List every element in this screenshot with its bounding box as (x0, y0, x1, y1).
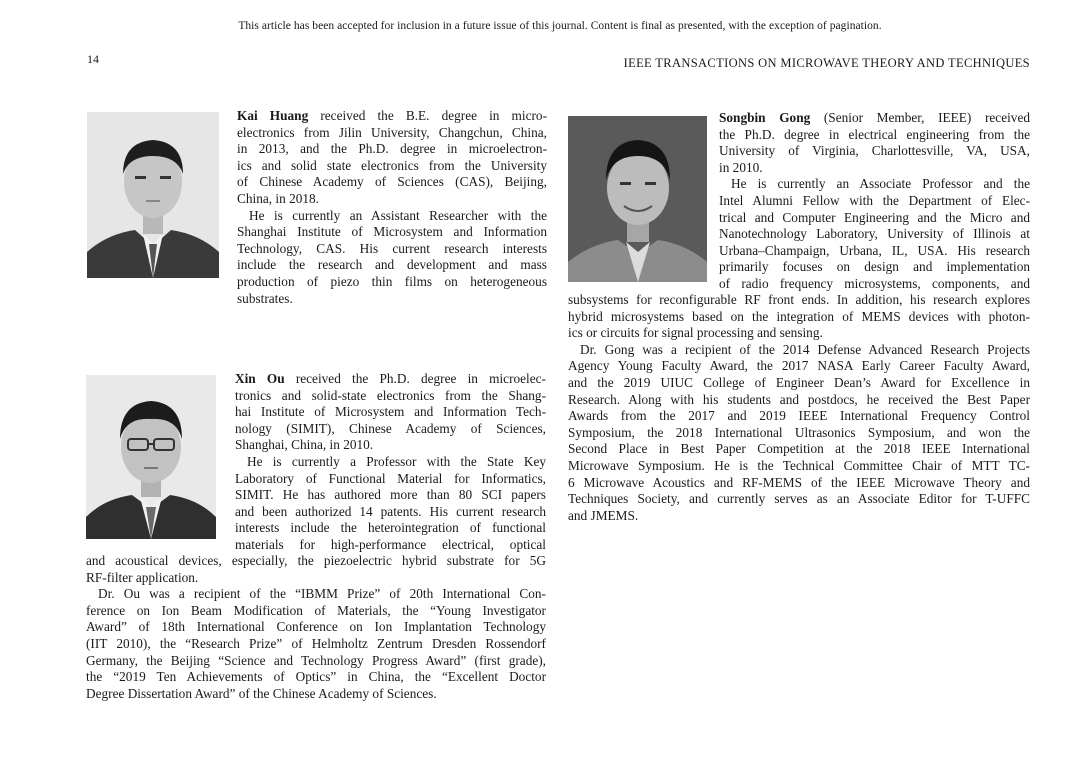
songbin-gong-bio: Songbin Gong (Senior Member, IEEE) received the Ph.D. degree in electrical engineering from the University of Virginia, Charlottesville, VA, USA, in 2010. He is currently an Associate Professor and the Intel Alumni Fellow with the Department of Elec- trical and Computer Engineering and the Micro and Nanotechnology Laboratory, University of Illinois at Urbana–Champaign, Urbana, IL, USA. His research primarily focuses on design and implementation of radio frequency microsystems, components, and (719, 110, 1031, 291)
songbin-gong-photo (568, 116, 707, 282)
kai-huang-bio: Kai Huang received the B.E. degree in micro- electronics from Jilin University, Changchun, China, in 2013, and the Ph.D. degree in microelectron- ics and solid state electronics from the University of Chinese Academy of Sciences (CAS), Beijing, China, in 2018. He is currently an Assistant Researcher with the Shanghai Institute of Microsystem and Information Technology, CAS. His current research interests include the research and development and mass production of piezo thin films on heterogeneous substrates. (237, 108, 547, 306)
songbin-gong-bio-continued: subsystems for reconfigurable RF front ends. In addition, his research explores hybrid microsystems based on the integration of MEMS devices with photon- ics or circuits for signal processing and sensing. Dr. Gong was a recipient of the 2014 Defense Advanced Research Projects Agency Young Faculty Award, the 2017 NASA Early Career Faculty Award, and the 2019 UIUC College of Engineer Dean’s Award for Excellence in Research. Along with his students and postdocs, he received the Best Paper Awards from the 2017 and 2019 IEEE International Frequency Control Symposium, the 2018 International Ultrasonics Symposium, and won the Second Place in Best Paper Competition at the 2018 IEEE International Microwave Symposium. He is the Technical Committee Chair of MTT TC- 6 Microwave Acoustics and RF-MEMS of the IEEE Microwave Theory and Techniques Society, and currently serves as an Associate Editor for T-UFFC and JMEMS. (568, 292, 1030, 523)
xin-ou-bio: Xin Ou received the Ph.D. degree in microelec- tronics and solid-state electronics from the Shang- hai Institute of Microsystem and Information Tech- nology (SIMIT), Chinese Academy of Sciences, Shanghai, China, in 2010. He is currently a Professor with the State Key Laboratory of Functional Material for Informatics, SIMIT. He has authored more than 80 SCI papers and been authorized 14 patents. His current research interests include the heterointegration of functional materials for high-performance electrical, optical (235, 371, 546, 552)
songbin-gong-name: Songbin Gong (719, 110, 811, 125)
xin-ou-bio-continued: and acoustical devices, especially, the piezoelectric hybrid substrate for 5G RF-filter application. Dr. Ou was a recipient of the “IBMM Prize” of 20th International Con- ference on Ion Beam Modification of Materials, the “Young Investigator Award” of 18th International Conference on Ion Implantation Technology (IIT 2010), the “Research Prize” of Helmholtz Zentrum Dresden Rossendorf Germany, the Beijing “Science and Technology Progress Award” (first grade), the “2019 Ten Achievements of Optics” in China, the “Excellent Doctor Degree Dissertation Award” of the Chinese Academy of Sciences. (86, 553, 546, 701)
acceptance-notice: This article has been accepted for inclusion in a future issue of this journal. Content is final as presented, with the exception of pagination. (238, 20, 882, 32)
kai-huang-photo (87, 112, 219, 278)
xin-ou-name: Xin Ou (235, 371, 285, 386)
kai-huang-name: Kai Huang (237, 108, 309, 123)
journal-running-header: IEEE TRANSACTIONS ON MICROWAVE THEORY AND TECHNIQUES (623, 56, 1030, 70)
page-number: 14 (87, 52, 99, 66)
xin-ou-photo (86, 375, 216, 539)
